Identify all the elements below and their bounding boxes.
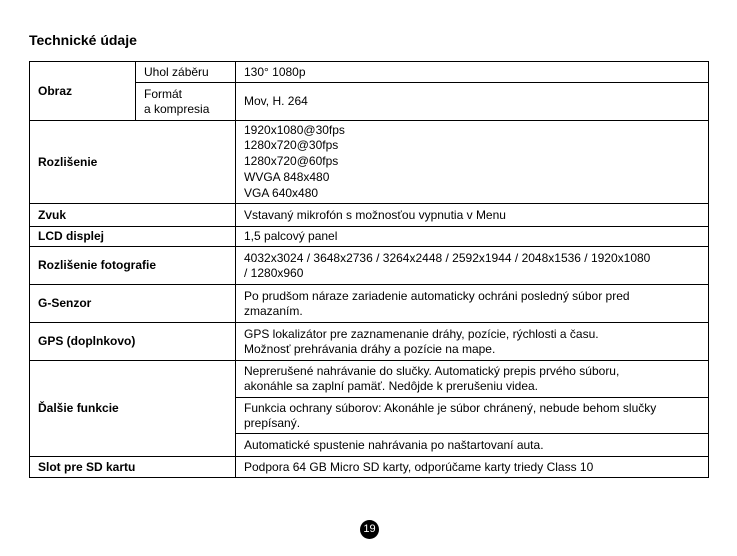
- table-row: [30, 247, 709, 285]
- row-label-foto: Rozlišenie fotografie: [30, 247, 236, 285]
- value-rozlisenie: 1920x1080@30fps 1280x720@30fps 1280x720@60fps WVGA 848x480 VGA 640x480: [236, 121, 709, 204]
- table-row: [30, 62, 709, 83]
- table-row: [30, 457, 709, 478]
- value-dalsie-2: Funkcia ochrany súborov: Akonáhle je súbor chránený, nebude behom slučky prepísaný.: [236, 398, 709, 434]
- page-number-badge: 19: [360, 520, 379, 539]
- value-lcd: 1,5 palcový panel: [236, 227, 709, 247]
- value-gsenzor: Po prudšom náraze zariadenie automaticky ochráni posledný súbor pred zmazaním.: [236, 285, 709, 323]
- row-label-lcd: LCD displej: [30, 227, 236, 247]
- value-dalsie-1: Neprerušené nahrávanie do slučky. Automatický prepis prvého súboru, akonáhle sa zaplní pamäť. Nedôjde k prerušeniu videa.: [236, 361, 709, 398]
- table-row: [30, 285, 709, 323]
- table-row: [30, 323, 709, 361]
- sub-label-format: Formát a kompresia: [136, 83, 236, 121]
- sub-label-uhol: Uhol záběru: [136, 62, 236, 83]
- row-label-gsenzor: G-Senzor: [30, 285, 236, 323]
- value-sd: Podpora 64 GB Micro SD karty, odporúčame karty triedy Class 10: [236, 457, 709, 478]
- table-row: [30, 227, 709, 247]
- row-label-obraz: Obraz: [30, 62, 136, 121]
- value-format: Mov, H. 264: [236, 83, 709, 121]
- value-uhol: 130° 1080p: [236, 62, 709, 83]
- table-row: [30, 204, 709, 227]
- row-label-sd: Slot pre SD kartu: [30, 457, 236, 478]
- table-row: [30, 361, 709, 398]
- value-dalsie-3: Automatické spustenie nahrávania po naštartovaní auta.: [236, 434, 709, 457]
- row-label-zvuk: Zvuk: [30, 204, 236, 227]
- row-label-rozlisenie: Rozlišenie: [30, 121, 236, 204]
- row-label-gps: GPS (doplnkovo): [30, 323, 236, 361]
- row-label-dalsie: Ďalšie funkcie: [30, 361, 236, 457]
- page-title: Technické údaje: [29, 32, 137, 48]
- value-zvuk: Vstavaný mikrofón s možnosťou vypnutia v Menu: [236, 204, 709, 227]
- value-gps: GPS lokalizátor pre zaznamenanie dráhy, pozície, rýchlosti a času. Možnosť prehrávania dráhy a pozície na mape.: [236, 323, 709, 361]
- value-foto: 4032x3024 / 3648x2736 / 3264x2448 / 2592x1944 / 2048x1536 / 1920x1080 / 1280x960: [236, 247, 709, 285]
- spec-table: [29, 61, 709, 478]
- table-row: [30, 121, 709, 204]
